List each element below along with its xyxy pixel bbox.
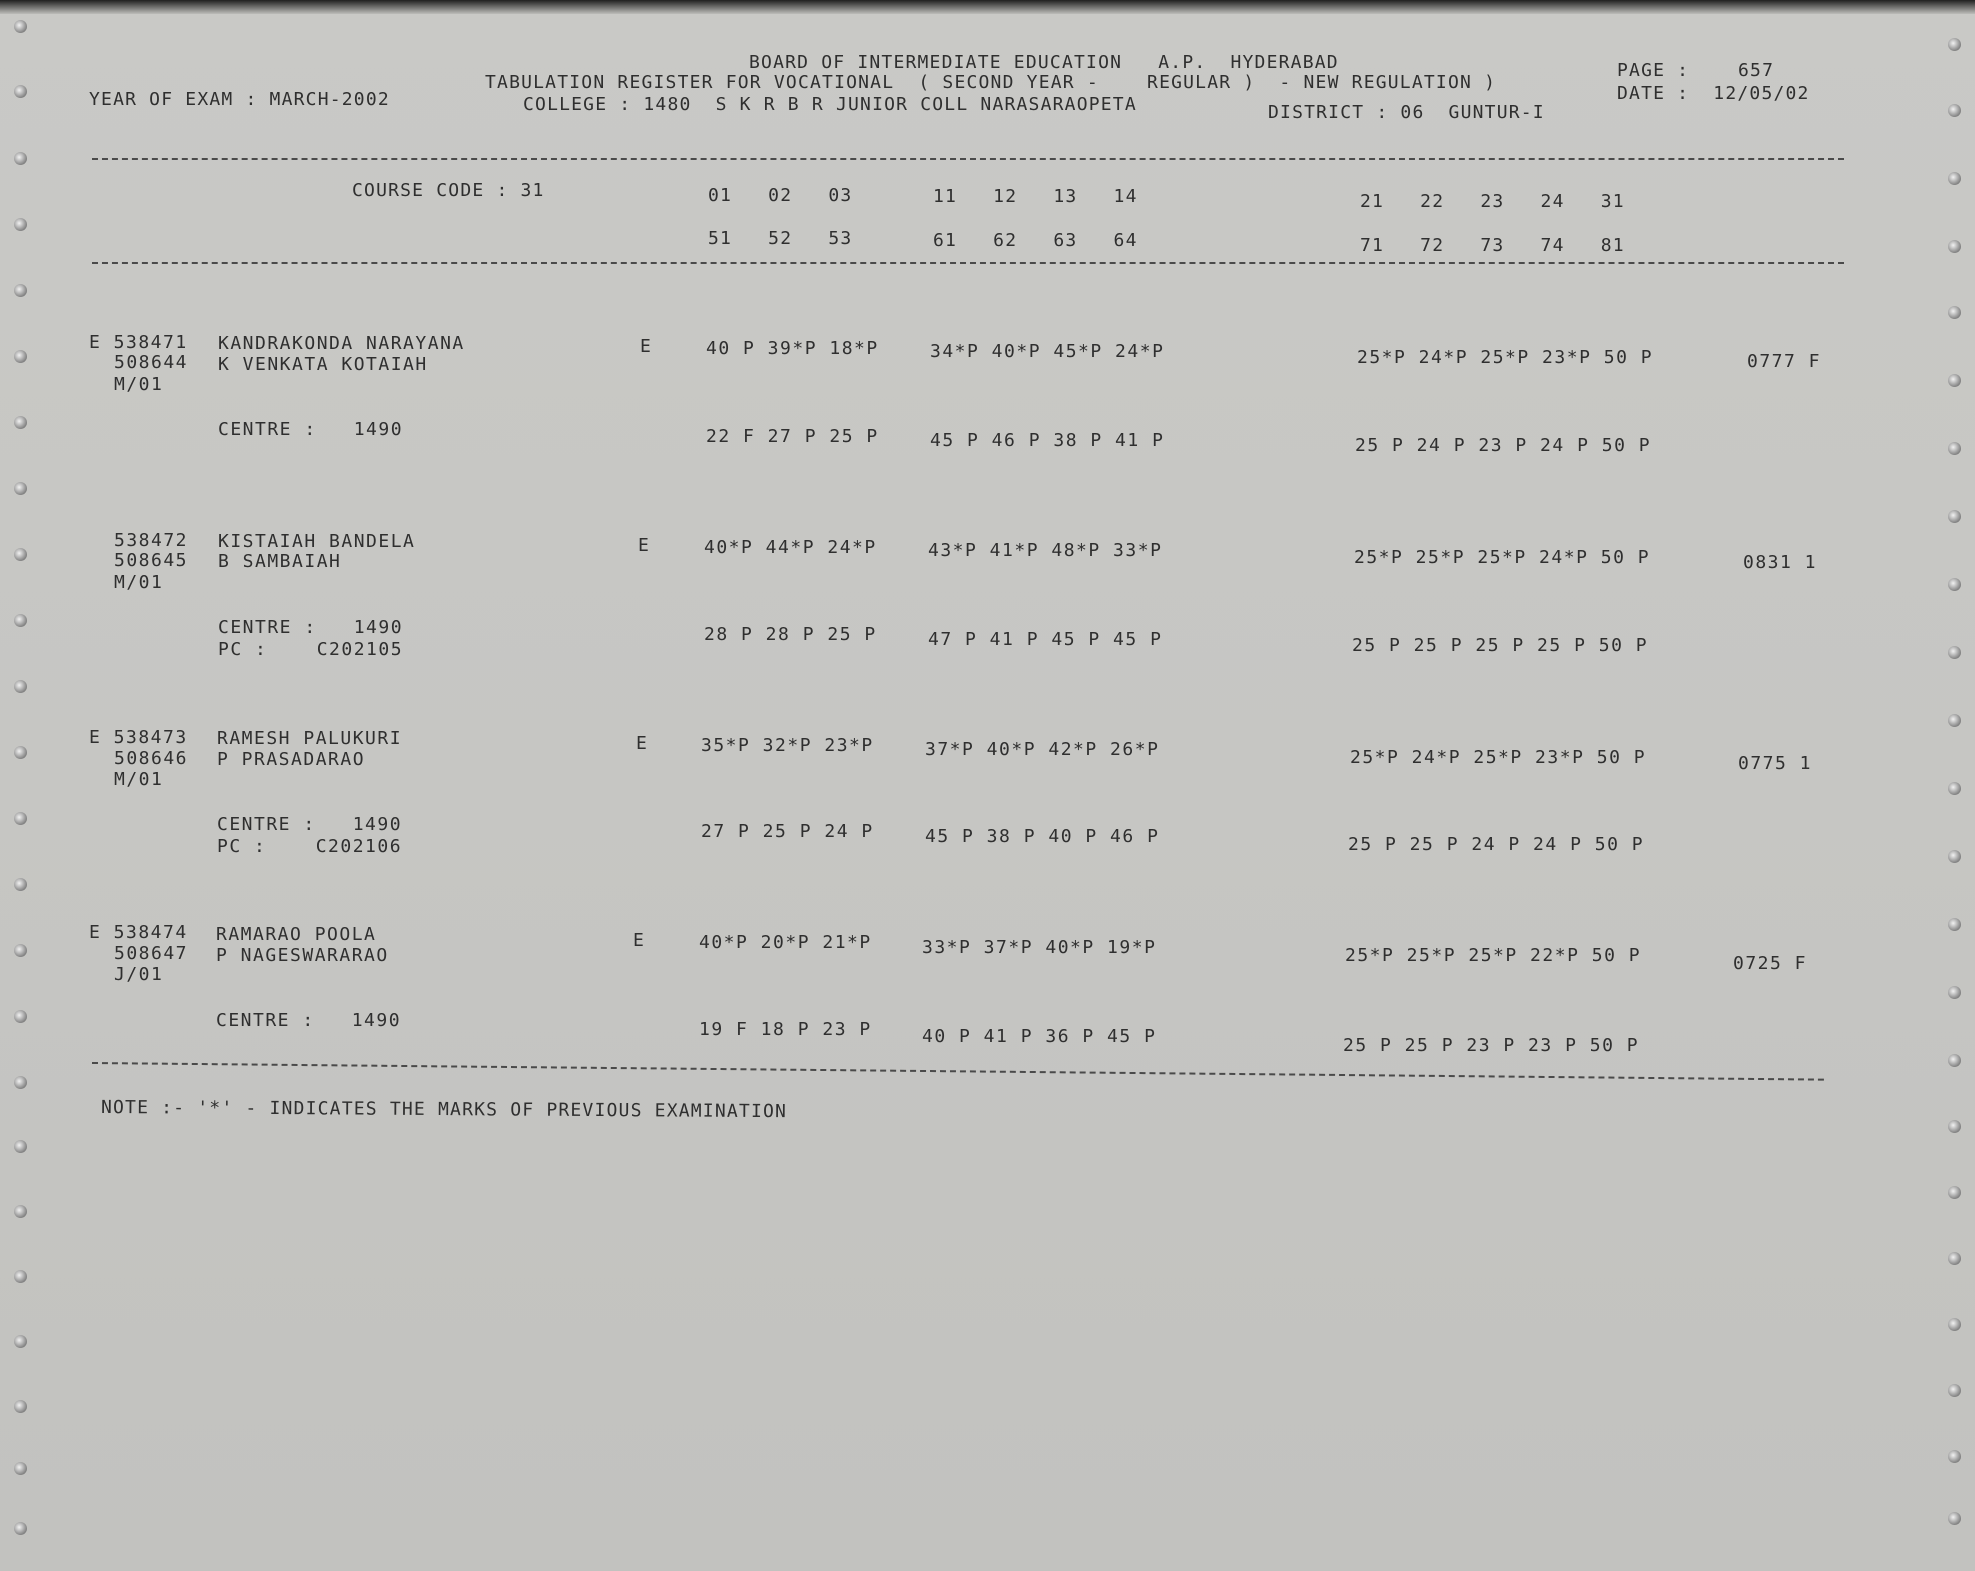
feed-hole [1948, 306, 1961, 319]
footnote: NOTE :- '*' - INDICATES THE MARKS OF PREVIOUS EXAMINATION [100, 1097, 788, 1123]
registration-number: 508646 [114, 748, 189, 769]
roll-number: E 538471 [89, 332, 188, 353]
marks-row2-group1: 28 P 28 P 25 P [704, 624, 877, 645]
feed-hole [14, 20, 27, 33]
feed-hole [1948, 714, 1961, 727]
feed-hole [1948, 240, 1961, 253]
feed-hole [1948, 442, 1961, 455]
feed-hole [1948, 1450, 1961, 1463]
footer-divider [92, 1062, 1824, 1081]
subject-codes-row2-group3: 71 72 73 74 81 [1360, 235, 1625, 256]
roll-number: E 538474 [89, 922, 188, 943]
college-line: COLLEGE : 1480 S K R B R JUNIOR COLL NARASARAOPETA [523, 94, 1137, 115]
feed-hole [14, 1462, 27, 1475]
marks-row1-group2: 37*P 40*P 42*P 26*P [925, 739, 1160, 760]
total-and-result: 0777 F [1747, 351, 1822, 372]
marks-row1-group2: 34*P 40*P 45*P 24*P [930, 341, 1165, 362]
father-name: K VENKATA KOTAIAH [218, 354, 428, 375]
page-number: 657 [1738, 60, 1775, 81]
right-feed-holes [1948, 0, 1975, 1571]
feed-hole [1948, 782, 1961, 795]
feed-hole [1948, 374, 1961, 387]
student-name: RAMESH PALUKURI [217, 728, 403, 749]
feed-hole [14, 416, 27, 429]
feed-hole [14, 284, 27, 297]
marks-row1-group1: 40*P 20*P 21*P [699, 932, 872, 953]
subject-codes-row1-group3: 21 22 23 24 31 [1360, 191, 1625, 212]
feed-hole [14, 1010, 27, 1023]
student-name: RAMARAO POOLA [216, 924, 377, 945]
subject-codes-row2-group1: 51 52 53 [708, 228, 853, 249]
registration-number: 508644 [114, 352, 189, 373]
feed-hole [1948, 1512, 1961, 1525]
feed-hole [14, 1140, 27, 1153]
print-date: DATE : 12/05/02 [1617, 83, 1810, 104]
marks-row2-group2: 47 P 41 P 45 P 45 P [928, 629, 1163, 650]
feed-hole [14, 1400, 27, 1413]
feed-hole [14, 1076, 27, 1089]
marks-row1-group1: 40 P 39*P 18*P [706, 338, 879, 359]
marks-row1-group1: 40*P 44*P 24*P [704, 537, 877, 558]
feed-hole [14, 944, 27, 957]
marks-row2-group3: 25 P 24 P 23 P 24 P 50 P [1355, 435, 1652, 456]
total-and-result: 0775 1 [1738, 753, 1813, 774]
marks-row1-group3: 25*P 24*P 25*P 23*P 50 P [1350, 747, 1647, 768]
header-divider [92, 158, 1844, 160]
marks-row1-group2: 43*P 41*P 48*P 33*P [928, 540, 1163, 561]
marks-row1-group3: 25*P 25*P 25*P 22*P 50 P [1345, 945, 1642, 966]
feed-hole [1948, 38, 1961, 51]
feed-hole [1948, 1318, 1961, 1331]
centre-code: CENTRE : 1490 [217, 814, 403, 835]
feed-hole [1948, 1252, 1961, 1265]
medium-code: M/01 [114, 769, 164, 790]
centre-code: CENTRE : 1490 [218, 419, 404, 440]
feed-hole [14, 1522, 27, 1535]
feed-hole [14, 1335, 27, 1348]
subject-codes-row1-group2: 11 12 13 14 [933, 186, 1138, 207]
total-and-result: 0831 1 [1743, 552, 1818, 573]
feed-hole [14, 680, 27, 693]
feed-hole [14, 1205, 27, 1218]
feed-hole [14, 746, 27, 759]
marks-row2-group1: 27 P 25 P 24 P [701, 821, 874, 842]
centre-code: CENTRE : 1490 [216, 1010, 402, 1031]
year-of-exam: YEAR OF EXAM : MARCH-2002 [89, 89, 390, 110]
medium-code: M/01 [114, 572, 164, 593]
roll-number: 538472 [114, 530, 189, 551]
feed-hole [14, 218, 27, 231]
marks-row1-group3: 25*P 25*P 25*P 24*P 50 P [1354, 547, 1651, 568]
left-feed-holes [14, 0, 54, 1571]
father-name: P PRASADARAO [217, 749, 366, 770]
marks-row1-group2: 33*P 37*P 40*P 19*P [922, 937, 1157, 958]
student-name: KISTAIAH BANDELA [218, 531, 416, 552]
feed-hole [14, 878, 27, 891]
pc-code: PC : C202106 [217, 836, 403, 857]
marks-row2-group3: 25 P 25 P 25 P 25 P 50 P [1352, 635, 1649, 656]
feed-hole [1948, 1384, 1961, 1397]
language-code: E [633, 930, 646, 951]
marks-row2-group1: 19 F 18 P 23 P [699, 1019, 872, 1040]
feed-hole [1948, 646, 1961, 659]
language-code: E [638, 535, 651, 556]
feed-hole [14, 482, 27, 495]
feed-hole [14, 350, 27, 363]
feed-hole [1948, 510, 1961, 523]
medium-code: J/01 [114, 964, 164, 985]
registration-number: 508645 [114, 550, 189, 571]
pc-code: PC : C202105 [218, 639, 404, 660]
roll-number: E 538473 [89, 727, 188, 748]
feed-hole [14, 812, 27, 825]
feed-hole [1948, 1120, 1961, 1133]
medium-code: M/01 [114, 374, 164, 395]
marks-row2-group2: 45 P 38 P 40 P 46 P [925, 826, 1160, 847]
column-header-divider [92, 262, 1844, 264]
feed-hole [1948, 918, 1961, 931]
registration-number: 508647 [114, 943, 189, 964]
language-code: E [636, 733, 649, 754]
course-code: COURSE CODE : 31 [352, 180, 545, 201]
feed-hole [1948, 1054, 1961, 1067]
marks-row2-group2: 40 P 41 P 36 P 45 P [922, 1026, 1157, 1047]
subject-codes-row1-group1: 01 02 03 [708, 185, 853, 206]
feed-hole [14, 152, 27, 165]
feed-hole [1948, 986, 1961, 999]
marks-row2-group1: 22 F 27 P 25 P [706, 426, 879, 447]
marks-row2-group3: 25 P 25 P 23 P 23 P 50 P [1343, 1035, 1640, 1056]
father-name: P NAGESWARARAO [216, 945, 389, 966]
subject-codes-row2-group2: 61 62 63 64 [933, 230, 1138, 251]
father-name: B SAMBAIAH [218, 551, 342, 572]
feed-hole [14, 1270, 27, 1283]
district-line: DISTRICT : 06 GUNTUR-I [1268, 102, 1545, 123]
centre-code: CENTRE : 1490 [218, 617, 404, 638]
marks-row2-group2: 45 P 46 P 38 P 41 P [930, 430, 1165, 451]
feed-hole [14, 614, 27, 627]
marks-row2-group3: 25 P 25 P 24 P 24 P 50 P [1348, 834, 1645, 855]
total-and-result: 0725 F [1733, 953, 1808, 974]
feed-hole [1948, 1186, 1961, 1199]
page-edge [0, 0, 1975, 14]
register-title: TABULATION REGISTER FOR VOCATIONAL ( SECOND YEAR - REGULAR ) - NEW REGULATION ) [485, 72, 1497, 93]
page-label: PAGE : [1617, 60, 1690, 81]
feed-hole [1948, 578, 1961, 591]
feed-hole [1948, 850, 1961, 863]
feed-hole [1948, 172, 1961, 185]
marks-row1-group3: 25*P 24*P 25*P 23*P 50 P [1357, 347, 1654, 368]
student-name: KANDRAKONDA NARAYANA [218, 333, 465, 354]
feed-hole [14, 548, 27, 561]
feed-hole [1948, 104, 1961, 117]
board-title: BOARD OF INTERMEDIATE EDUCATION A.P. HYDERABAD [749, 52, 1339, 73]
marks-row1-group1: 35*P 32*P 23*P [701, 735, 874, 756]
language-code: E [640, 336, 653, 357]
feed-hole [14, 85, 27, 98]
